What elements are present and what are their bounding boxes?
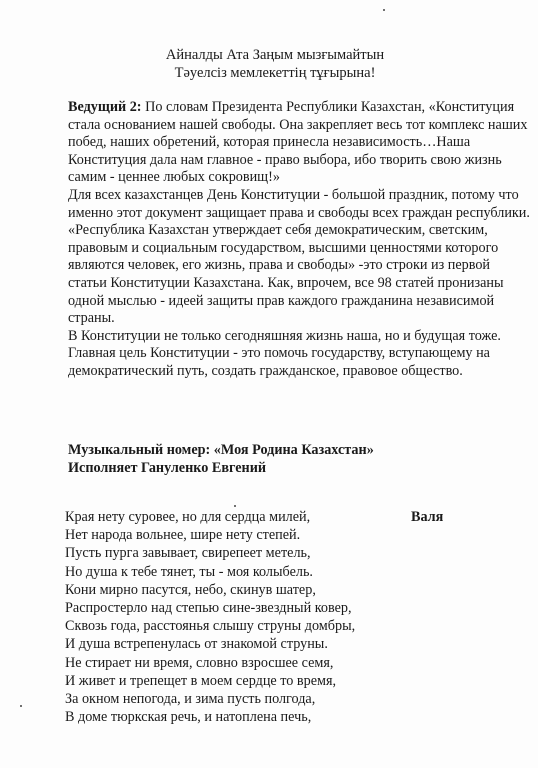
music-number-title: Музыкальный номер: «Моя Родина Казахстан»: [68, 442, 374, 458]
speaker-label: Ведущий 2:: [68, 99, 142, 115]
poem-line: Кони мирно пасутся, небо, скинув шатер,: [65, 581, 316, 598]
poem-line: И живет и трепещет в моем сердце то время,: [65, 672, 337, 689]
poem-line: И душа встрепенулась от знакомой струны.: [65, 636, 328, 653]
scan-speck: [234, 505, 236, 507]
music-performer: Исполняет Гануленко Евгений: [68, 460, 267, 476]
future-paragraph: В Конституции не только сегодняшняя жизнь наша, но и будущая тоже. Главная цель Конституции - это помочь государству, вступающему на демократический путь, создать гражданское, правовое общество.: [68, 327, 501, 379]
host-2-speech: [68, 99, 530, 381]
poem-line: Сквозь года, расстоянья слышу струны домбры,: [65, 618, 356, 635]
poem-line: Нет народа вольнее, шире нету степей.: [65, 527, 301, 544]
poem-reader: Валя: [411, 509, 444, 525]
poem: [65, 508, 405, 726]
music-number: [68, 441, 508, 477]
poem-line: Не стирает ни время, словно взросшее семя,: [65, 654, 334, 671]
poem-line: Распростерло над степью сине-звездный ковер,: [65, 600, 352, 617]
poem-line: Пусть пурга завывает, свирепеет метель,: [65, 545, 311, 562]
scan-speck: [383, 9, 385, 11]
president-quote: По словам Президента Республики Казахстан, «Конституция стала основанием нашей свободы. Она закрепляет весь тот комплекс наших побед, наших обретений, которая принесла независимость…Наша Конституция дала нам главное - право выбора, ибо творить свою жизнь самим - ценнее любых сокровищ!»: [68, 99, 528, 186]
epigraph-line-2: Тәуелсіз мемлекеттің тұғырына!: [174, 65, 376, 81]
poem-line: Но душа к тебе тянет, ты - моя колыбель.: [65, 563, 313, 580]
host-2-quote-paragraph: [68, 99, 530, 187]
first-article-paragraph: «Республика Казахстан утверждает себя демократическим, светским, правовым и социальным государством, высшими ценностями которого являются человек, его жизнь, права и свободы» -это строки из первой статьи Конституции Казахстана. Как, впрочем, все 98 статей пронизаны одной мыслью - идеей защиты прав каждого гражданина независимой страны.: [68, 222, 504, 327]
epigraph-line-1: Айналды Ата Заңым мызғымайтын: [165, 47, 385, 63]
poem-line: Края нету суровее, но для сердца милей,: [65, 509, 311, 525]
poem-line: В доме тюркская речь, и натоплена печь,: [65, 709, 312, 726]
epigraph: [0, 46, 538, 82]
constitution-day-paragraph: Для всех казахстанцев День Конституции - большой праздник, потому что именно этот документ защищает права и свободы всех граждан республики.: [68, 186, 530, 221]
scan-speck: [20, 705, 22, 707]
poem-line: За окном непогода, и зима пусть полгода,: [65, 691, 316, 708]
